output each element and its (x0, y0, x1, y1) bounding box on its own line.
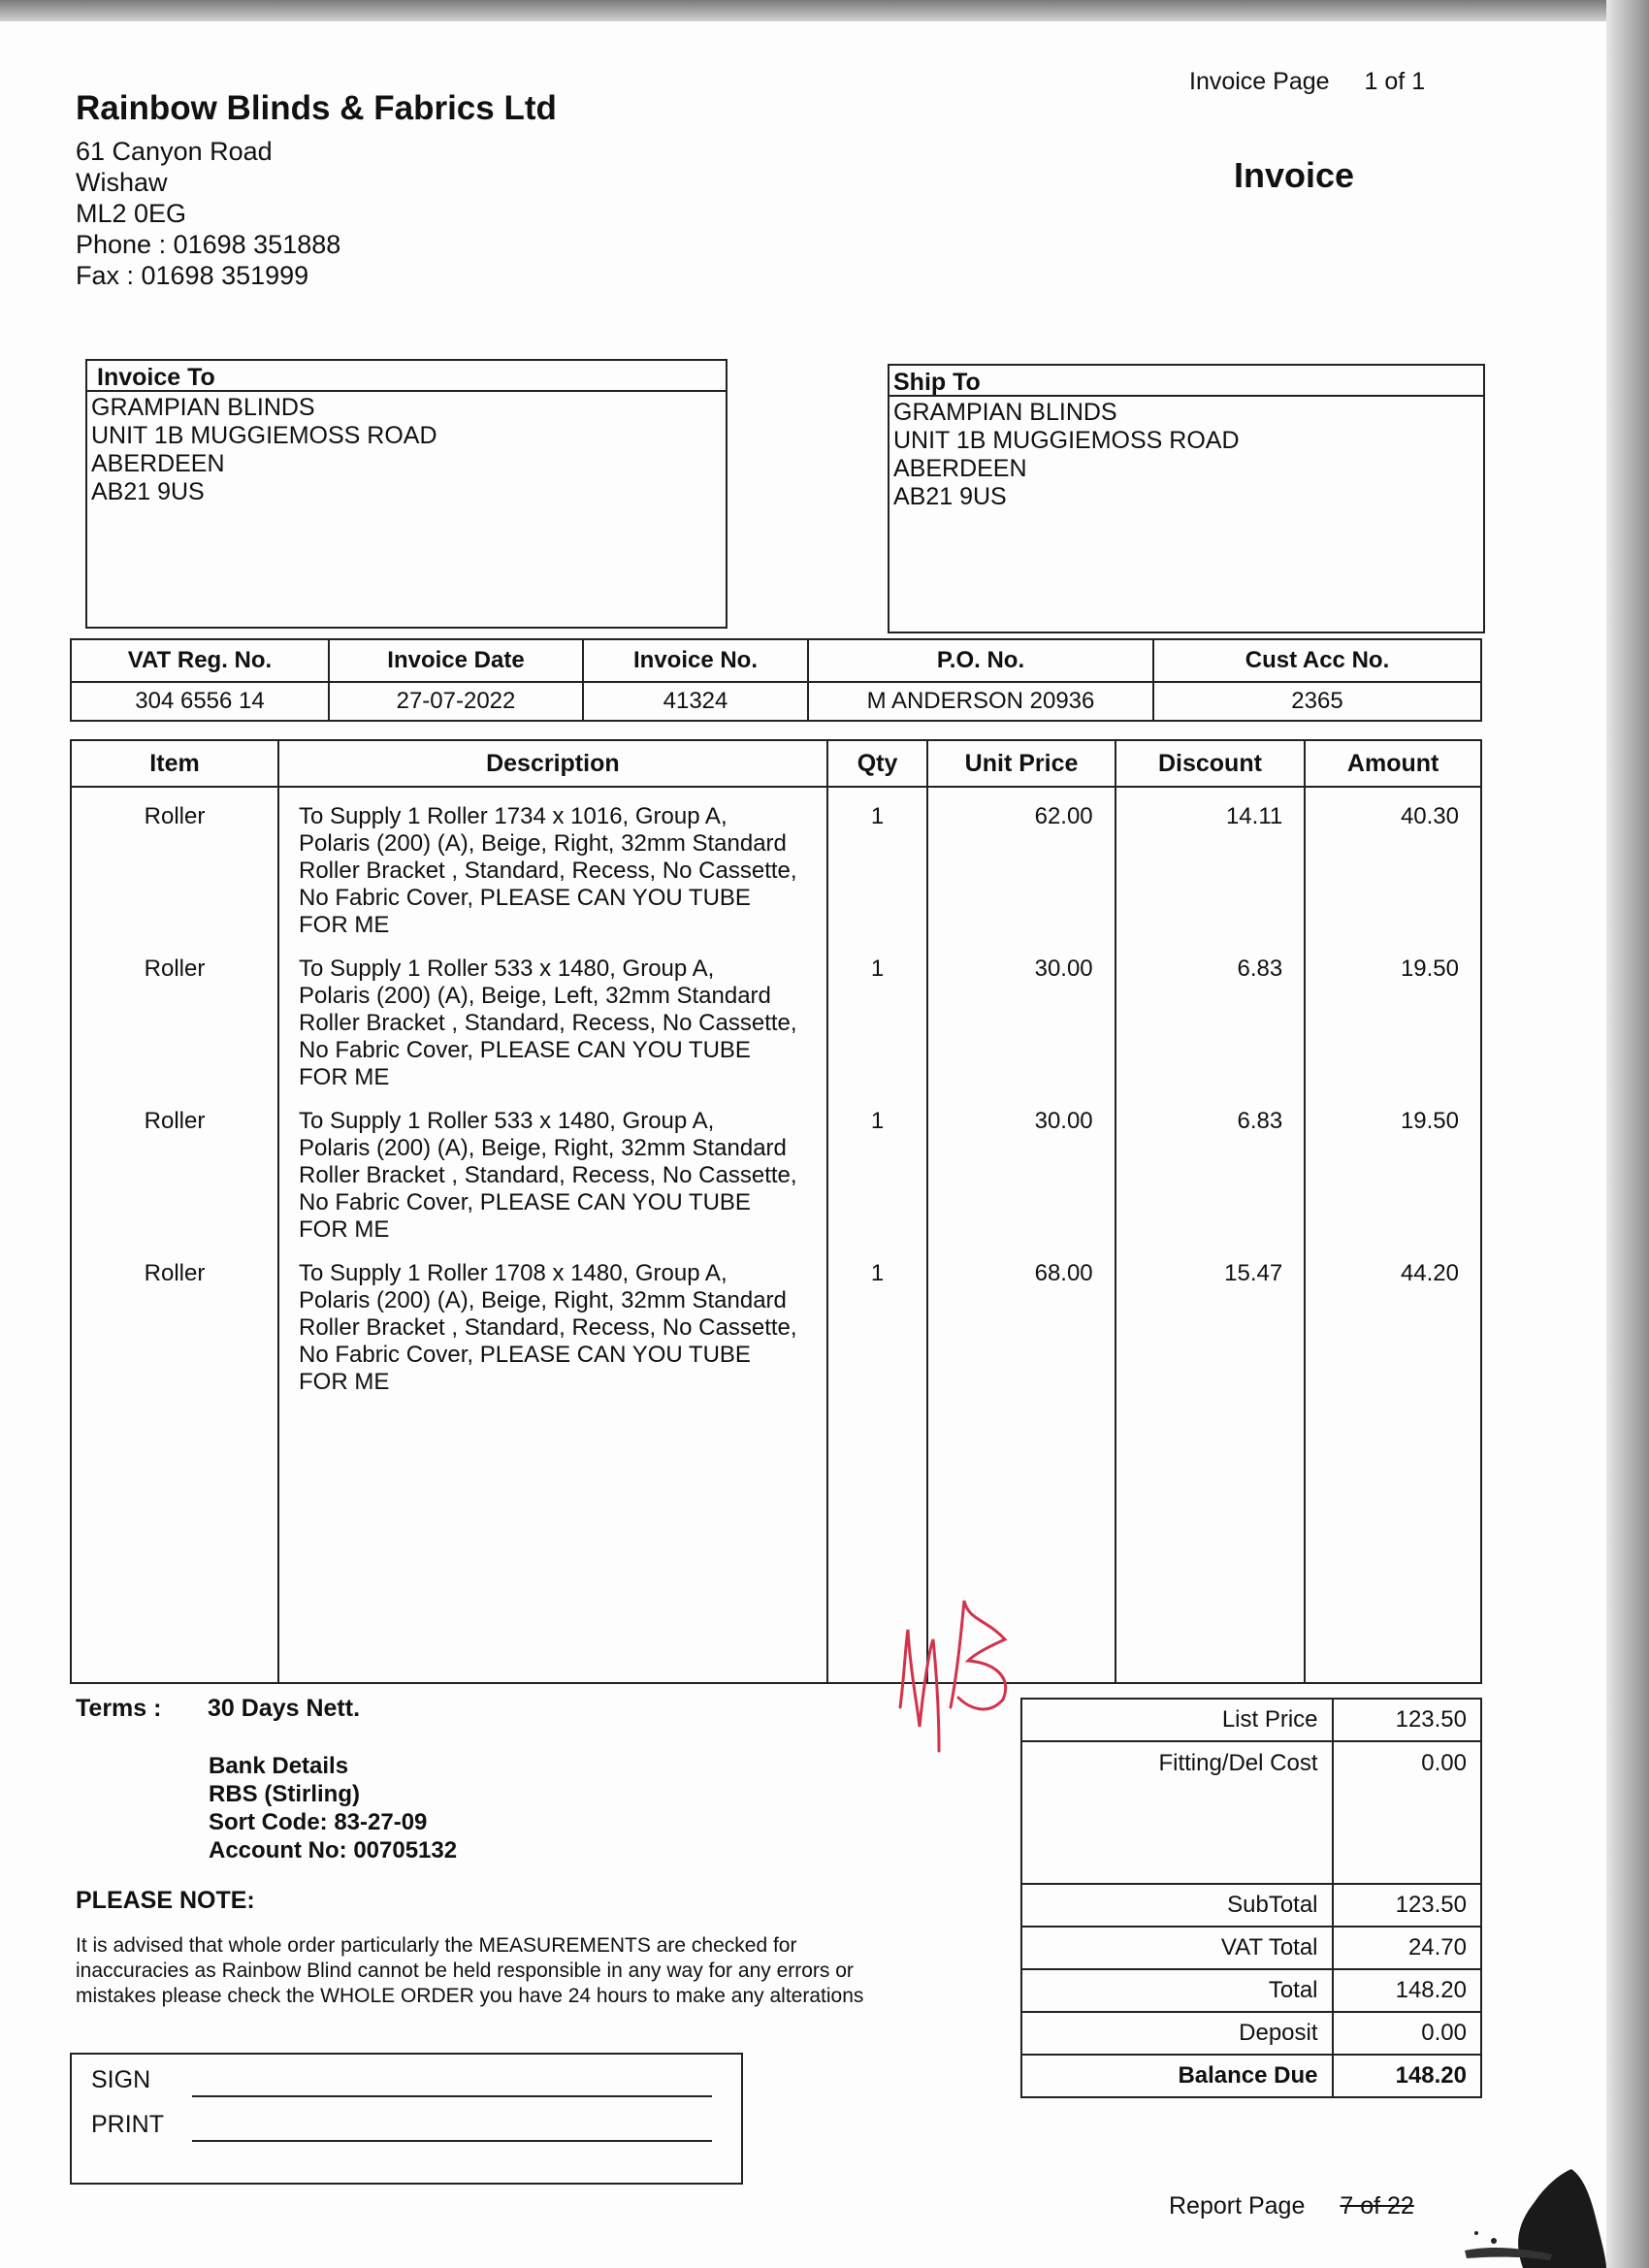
description-line: To Supply 1 Roller 1708 x 1480, Group A, (299, 1260, 728, 1286)
sign-line[interactable] (192, 2095, 712, 2097)
ship-to-line: AB21 9US (893, 483, 1007, 510)
note-line: inaccuracies as Rainbow Blind cannot be held responsible in any way for any errors or (76, 1960, 854, 1982)
note-line: It is advised that whole order particularly the MEASUREMENTS are checked for (76, 1934, 797, 1957)
amount-cell: 44.20 (1305, 1245, 1481, 1397)
item-cell: Roller (71, 1092, 278, 1245)
po-no-value: M ANDERSON 20936 (808, 682, 1153, 721)
terms (76, 1695, 361, 1723)
invoice-info-table (70, 638, 1482, 722)
subtotal-label: SubTotal (1021, 1884, 1333, 1927)
amount-cell: 19.50 (1305, 940, 1481, 1092)
description-line: Polaris (200) (A), Beige, Left, 32mm Standard (299, 983, 771, 1009)
deposit-label: Deposit (1021, 2012, 1333, 2055)
address-line: 61 Canyon Road (76, 137, 273, 166)
description-line: Roller Bracket , Standard, Recess, No Cassette, (299, 1010, 797, 1036)
totals-row (1021, 1699, 1481, 1741)
list-price-value: 123.50 (1333, 1699, 1481, 1741)
deposit-value: 0.00 (1333, 2012, 1481, 2055)
description-cell (278, 1092, 827, 1245)
discount-cell: 6.83 (1116, 940, 1306, 1092)
totals-row (1021, 1741, 1481, 1884)
invoice-date-header: Invoice Date (329, 639, 583, 682)
description-line: No Fabric Cover, PLEASE CAN YOU TUBE (299, 1189, 751, 1215)
terms-label: Terms : (76, 1695, 162, 1722)
totals-row (1021, 1927, 1481, 1969)
vat-total-label: VAT Total (1021, 1927, 1333, 1969)
please-note-text (76, 1933, 987, 2009)
description-line: No Fabric Cover, PLEASE CAN YOU TUBE (299, 885, 751, 911)
balance-due-label: Balance Due (1021, 2055, 1333, 2097)
ship-to-box (888, 364, 1485, 633)
totals-row (1021, 2012, 1481, 2055)
list-price-label: List Price (1021, 1699, 1333, 1741)
cust-acc-header: Cust Acc No. (1153, 639, 1481, 682)
address-fax: Fax : 01698 351999 (76, 261, 309, 290)
item-cell: Roller (71, 940, 278, 1092)
totals-row (1021, 1969, 1481, 2012)
description-line: Polaris (200) (A), Beige, Right, 32mm Standard (299, 1135, 787, 1161)
bank-details (209, 1752, 457, 1864)
sign-label: SIGN (91, 2066, 151, 2093)
cust-acc-value: 2365 (1153, 682, 1481, 721)
unit-price-cell: 30.00 (927, 1092, 1115, 1245)
ink-smudge (1426, 2163, 1606, 2268)
invoice-page-count (1189, 68, 1425, 96)
discount-cell: 15.47 (1116, 1245, 1306, 1397)
ship-to-line: ABERDEEN (893, 455, 1027, 482)
invoice-page-label: Invoice Page (1189, 68, 1330, 95)
discount-cell: 6.83 (1116, 1092, 1306, 1245)
scan-edge-top (0, 0, 1649, 21)
description-cell (278, 787, 827, 940)
description-line: No Fabric Cover, PLEASE CAN YOU TUBE (299, 1037, 751, 1063)
company-name: Rainbow Blinds & Fabrics Ltd (76, 89, 557, 127)
description-line: FOR ME (299, 1369, 390, 1395)
fitting-label: Fitting/Del Cost (1021, 1741, 1333, 1884)
report-page-count (1169, 2192, 1414, 2220)
company-address (76, 136, 340, 291)
sort-code: Sort Code: 83-27-09 (209, 1809, 428, 1835)
invoice-to-heading: Invoice To (87, 361, 726, 392)
address-phone: Phone : 01698 351888 (76, 230, 341, 259)
description-line: FOR ME (299, 1216, 390, 1243)
address-line: Wishaw (76, 168, 168, 197)
totals-row (1021, 2055, 1481, 2097)
invoice-page-value: 1 of 1 (1364, 68, 1426, 95)
total-label: Total (1021, 1969, 1333, 2012)
description-cell (278, 1245, 827, 1397)
invoice-to-line: AB21 9US (91, 478, 205, 505)
description-line: To Supply 1 Roller 533 x 1480, Group A, (299, 956, 715, 982)
table-filler-row (71, 1397, 1481, 1683)
sign-print-box (70, 2053, 743, 2185)
ship-to-heading: Ship To (889, 366, 1483, 397)
description-line: FOR ME (299, 912, 390, 938)
handwritten-initials-signature (890, 1562, 1026, 1766)
table-row (71, 1245, 1481, 1397)
qty-cell: 1 (827, 787, 928, 940)
description-line: FOR ME (299, 1064, 390, 1090)
description-line: Polaris (200) (A), Beige, Right, 32mm Standard (299, 830, 787, 857)
description-column-header: Description (278, 740, 827, 787)
totals-table (1020, 1698, 1482, 2098)
account-number: Account No: 00705132 (209, 1837, 458, 1863)
vat-reg-header: VAT Reg. No. (71, 639, 329, 682)
table-row (71, 1092, 1481, 1245)
print-label: PRINT (91, 2111, 164, 2138)
amount-cell: 40.30 (1305, 787, 1481, 940)
table-row (71, 787, 1481, 940)
invoice-to-box (85, 359, 728, 629)
note-line: mistakes please check the WHOLE ORDER you have 24 hours to make any alterations (76, 1985, 864, 2007)
terms-value: 30 Days Nett. (208, 1695, 361, 1722)
print-line[interactable] (192, 2140, 712, 2142)
ship-to-address (889, 397, 1483, 513)
table-row (71, 940, 1481, 1092)
discount-cell: 14.11 (1116, 787, 1306, 940)
invoice-to-line: ABERDEEN (91, 450, 225, 477)
qty-column-header: Qty (827, 740, 928, 787)
unit-price-cell: 62.00 (927, 787, 1115, 940)
description-line: To Supply 1 Roller 1734 x 1016, Group A, (299, 803, 728, 829)
invoice-to-address (87, 392, 726, 508)
empty-cell (71, 1397, 278, 1683)
item-column-header: Item (71, 740, 278, 787)
ship-to-line: UNIT 1B MUGGIEMOSS ROAD (893, 427, 1240, 454)
description-cell (278, 940, 827, 1092)
address-line: ML2 0EG (76, 199, 187, 228)
balance-due-value: 148.20 (1333, 2055, 1481, 2097)
item-cell: Roller (71, 787, 278, 940)
vat-reg-value: 304 6556 14 (71, 682, 329, 721)
ship-to-line: GRAMPIAN BLINDS (893, 399, 1117, 426)
qty-cell: 1 (827, 1245, 928, 1397)
description-line: No Fabric Cover, PLEASE CAN YOU TUBE (299, 1342, 751, 1368)
totals-row (1021, 1884, 1481, 1927)
description-line: Roller Bracket , Standard, Recess, No Cassette, (299, 1314, 797, 1341)
amount-column-header: Amount (1305, 740, 1481, 787)
vat-total-value: 24.70 (1333, 1927, 1481, 1969)
report-page-value: 7 of 22 (1340, 2192, 1414, 2219)
line-items-table (70, 739, 1482, 1684)
item-cell: Roller (71, 1245, 278, 1397)
bank-name: RBS (Stirling) (209, 1781, 360, 1807)
total-value: 148.20 (1333, 1969, 1481, 2012)
qty-cell: 1 (827, 1092, 928, 1245)
description-line: Roller Bracket , Standard, Recess, No Cassette, (299, 1162, 797, 1188)
empty-cell (1305, 1397, 1481, 1683)
empty-cell (1116, 1397, 1306, 1683)
bank-details-heading: Bank Details (209, 1753, 349, 1779)
report-page-label: Report Page (1169, 2192, 1306, 2219)
invoice-no-header: Invoice No. (583, 639, 808, 682)
invoice-no-value: 41324 (583, 682, 808, 721)
empty-cell (278, 1397, 827, 1683)
po-no-header: P.O. No. (808, 639, 1153, 682)
description-line: To Supply 1 Roller 533 x 1480, Group A, (299, 1108, 715, 1134)
document-title: Invoice (1234, 155, 1355, 195)
subtotal-value: 123.50 (1333, 1884, 1481, 1927)
description-line: Polaris (200) (A), Beige, Right, 32mm Standard (299, 1287, 787, 1313)
fitting-value: 0.00 (1333, 1741, 1481, 1884)
please-note-heading: PLEASE NOTE: (76, 1887, 255, 1914)
invoice-date-value: 27-07-2022 (329, 682, 583, 721)
description-line: Roller Bracket , Standard, Recess, No Cassette, (299, 858, 797, 884)
invoice-to-line: UNIT 1B MUGGIEMOSS ROAD (91, 422, 437, 449)
invoice-to-line: GRAMPIAN BLINDS (91, 394, 315, 421)
discount-column-header: Discount (1116, 740, 1306, 787)
amount-cell: 19.50 (1305, 1092, 1481, 1245)
qty-cell: 1 (827, 940, 928, 1092)
unit-price-cell: 30.00 (927, 940, 1115, 1092)
unit-price-column-header: Unit Price (927, 740, 1115, 787)
scan-edge-right (1606, 0, 1649, 2268)
unit-price-cell: 68.00 (927, 1245, 1115, 1397)
